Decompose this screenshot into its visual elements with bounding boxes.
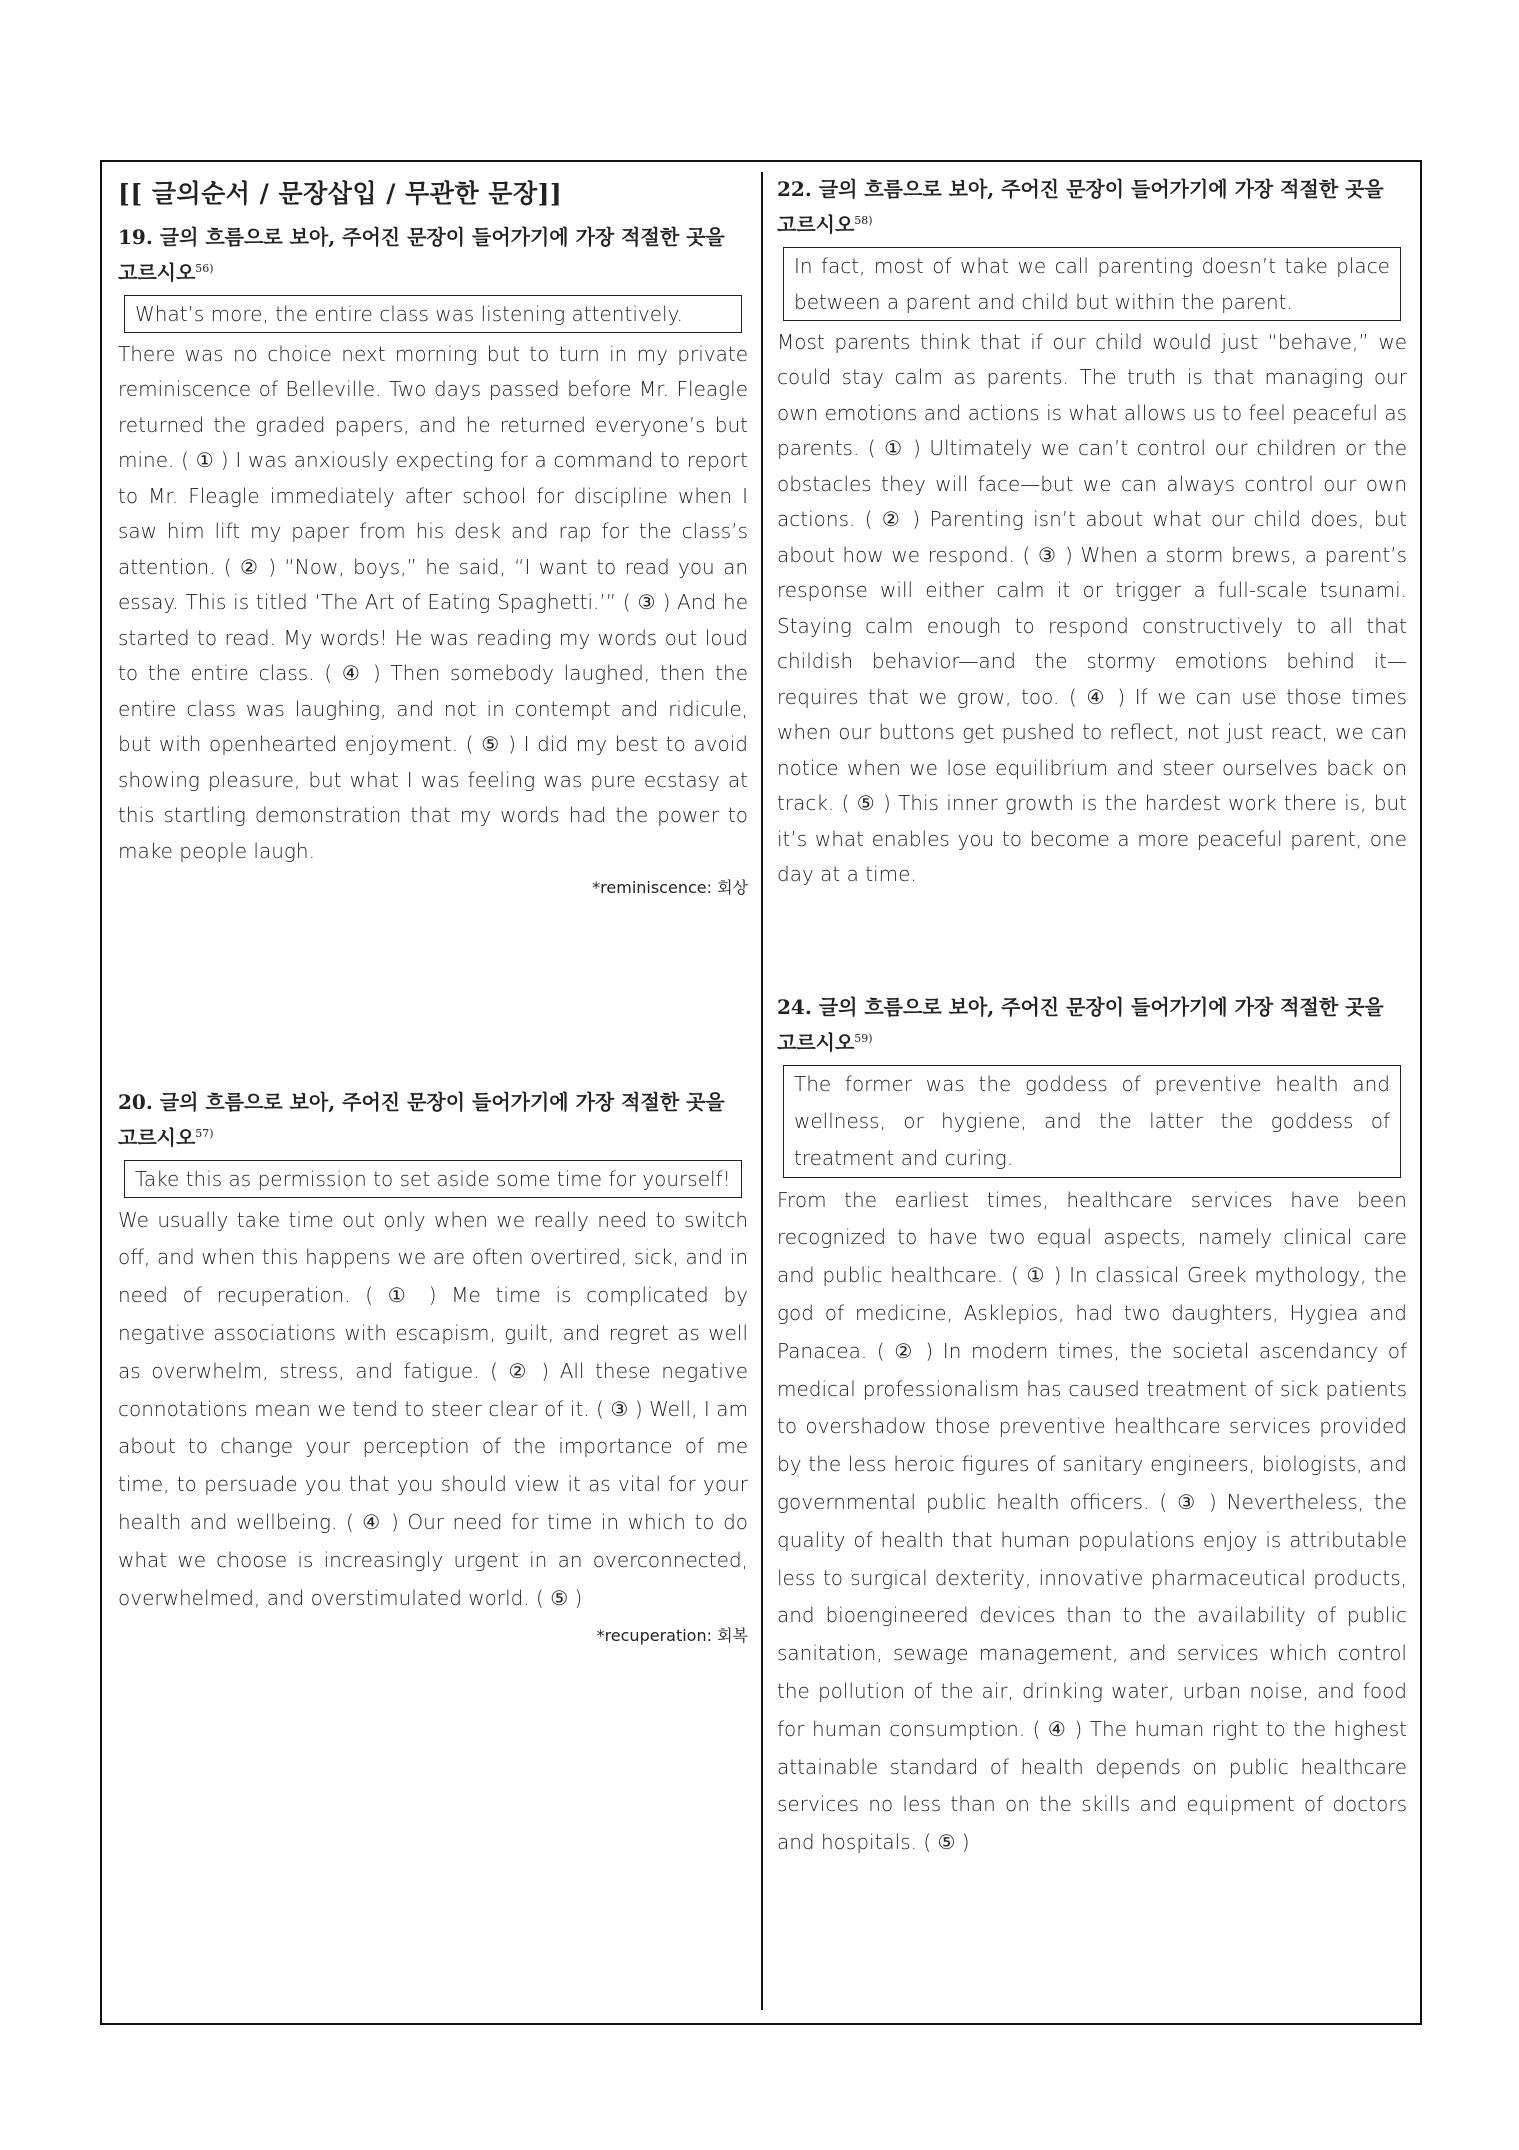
footnote-ref: 56) — [195, 262, 214, 275]
question-19 — [118, 222, 748, 898]
vocab-note: *recuperation: 회복 — [596, 1626, 748, 1646]
vocab-note: *reminiscence: 회상 — [592, 878, 748, 898]
question-heading: 19. 글의 흐름으로 보아, 주어진 문장이 들어가기에 가장 적절한 곳을 고르시오$^{56)}$ — [118, 225, 725, 285]
question-heading: 24. 글의 흐름으로 보아, 주어진 문장이 들어가기에 가장 적절한 곳을 고르시오$^{59)}$ — [777, 995, 1384, 1055]
given-sentence-box: In fact, most of what we call parenting doesn’t take place between a parent and child but within the parent. — [783, 247, 1401, 321]
passage: Most parents think that if our child would just “behave,” we could stay calm as parents. The truth is that managing our own emotions and actions is what allows us to feel peaceful as parents. ( ① ) Ultimately we can’t control our children or the obstacles they will face—but we can always control our own actions. ( ② ) Parenting isn’t about what our child does, but about how we respond. ( ③ ) When a storm brews, a parent’s response will either calm it or trigger a full-scale tsunami. Staying calm enough to respond constructively to all that childish behavior—and the stormy emotions behind it—requires that we grow, too. ( ④ ) If we can use those times when our buttons get pushed to reflect, not just react, we can notice when we lose equilibrium and steer ourselves back on track. ( ⑤ ) This inner growth is the hardest work there is, but it’s what enables you to become a more peaceful parent, one day at a time. — [777, 329, 1407, 887]
section-title: [[ 글의순서 / 문장삽입 / 무관한 문장]] — [118, 179, 563, 208]
given-sentence-box: Take this as permission to set aside some time for yourself! — [124, 1160, 742, 1198]
column-divider — [761, 172, 763, 2010]
footnote-ref: 58) — [854, 214, 873, 227]
question-22 — [777, 174, 1407, 893]
footnote-ref: 59) — [854, 1032, 873, 1045]
passage: We usually take time out only when we really need to switch off, and when this happens we are often overtired, sick, and in need of recuperation. ( ① ) Me time is complicated by negative associations with escapism, guilt, and regret as well as overwhelm, stress, and fatigue. ( ② ) All these negative connotations mean we tend to steer clear of it. ( ③ ) Well, I am about to change your perception of the importance of me time, to persuade you that you should view it as vital for your health and wellbeing. ( ④ ) Our need for time in which to do what we choose is increasingly urgent in an overconnected, overwhelmed, and overstimulated world. ( ⑤ ) — [118, 1207, 748, 1610]
passage: From the earliest times, healthcare services have been recognized to have two equal aspects, namely clinical care and public healthcare. ( ① ) In classical Greek mythology, the god of medicine, Asklepios, had two daughters, Hygiea and Panacea. ( ② ) In modern times, the societal ascendancy of medical professionalism has caused treatment of sick patients to overshadow those preventive healthcare services provided by the less heroic figures of sanitary engineers, biologists, and governmental public health officers. ( ③ ) Nevertheless, the quality of health that human populations enjoy is attributable less to surgical dexterity, innovative pharmaceutical products, and bioengineered devices than to the availability of public sanitation, sewage management, and services which control the pollution of the air, drinking water, urban noise, and food for human consumption. ( ④ ) The human right to the highest attainable standard of health depends on public healthcare services no less than on the skills and equipment of doctors and hospitals. ( ⑤ ) — [777, 1187, 1407, 1855]
question-heading: 20. 글의 흐름으로 보아, 주어진 문장이 들어가기에 가장 적절한 곳을 고르시오$^{57)}$ — [118, 1090, 725, 1150]
given-sentence-box: The former was the goddess of preventive health and wellness, or hygiene, and the latter the goddess of treatment and curing. — [783, 1065, 1401, 1178]
question-24 — [777, 992, 1407, 1862]
passage: There was no choice next morning but to turn in my private reminiscence of Belleville. Two days passed before Mr. Fleagle returned the graded papers, and he returned everyone’s but mine. ( ① ) I was anxiously expecting for a command to report to Mr. Fleagle immediately after school for discipline when I saw him lift my paper from his desk and rap for the class’s attention. ( ② ) “Now, boys,” he said, “I want to read you an essay. This is titled ‘The Art of Eating Spaghetti.’” ( ③ ) And he started to read. My words! He was reading my words out loud to the entire class. ( ④ ) Then somebody laughed, then the entire class was laughing, and not in contempt and ridicule, but with openhearted enjoyment. ( ⑤ ) I did my best to avoid showing pleasure, but what I was feeling was pure ecstasy at this startling demonstration that my words had the power to make people laugh. — [118, 341, 748, 863]
given-sentence-box: What’s more, the entire class was listening attentively. — [124, 295, 742, 333]
question-heading: 22. 글의 흐름으로 보아, 주어진 문장이 들어가기에 가장 적절한 곳을 고르시오$^{58)}$ — [777, 177, 1384, 237]
question-20 — [118, 1087, 748, 1646]
footnote-ref: 57) — [195, 1127, 214, 1140]
